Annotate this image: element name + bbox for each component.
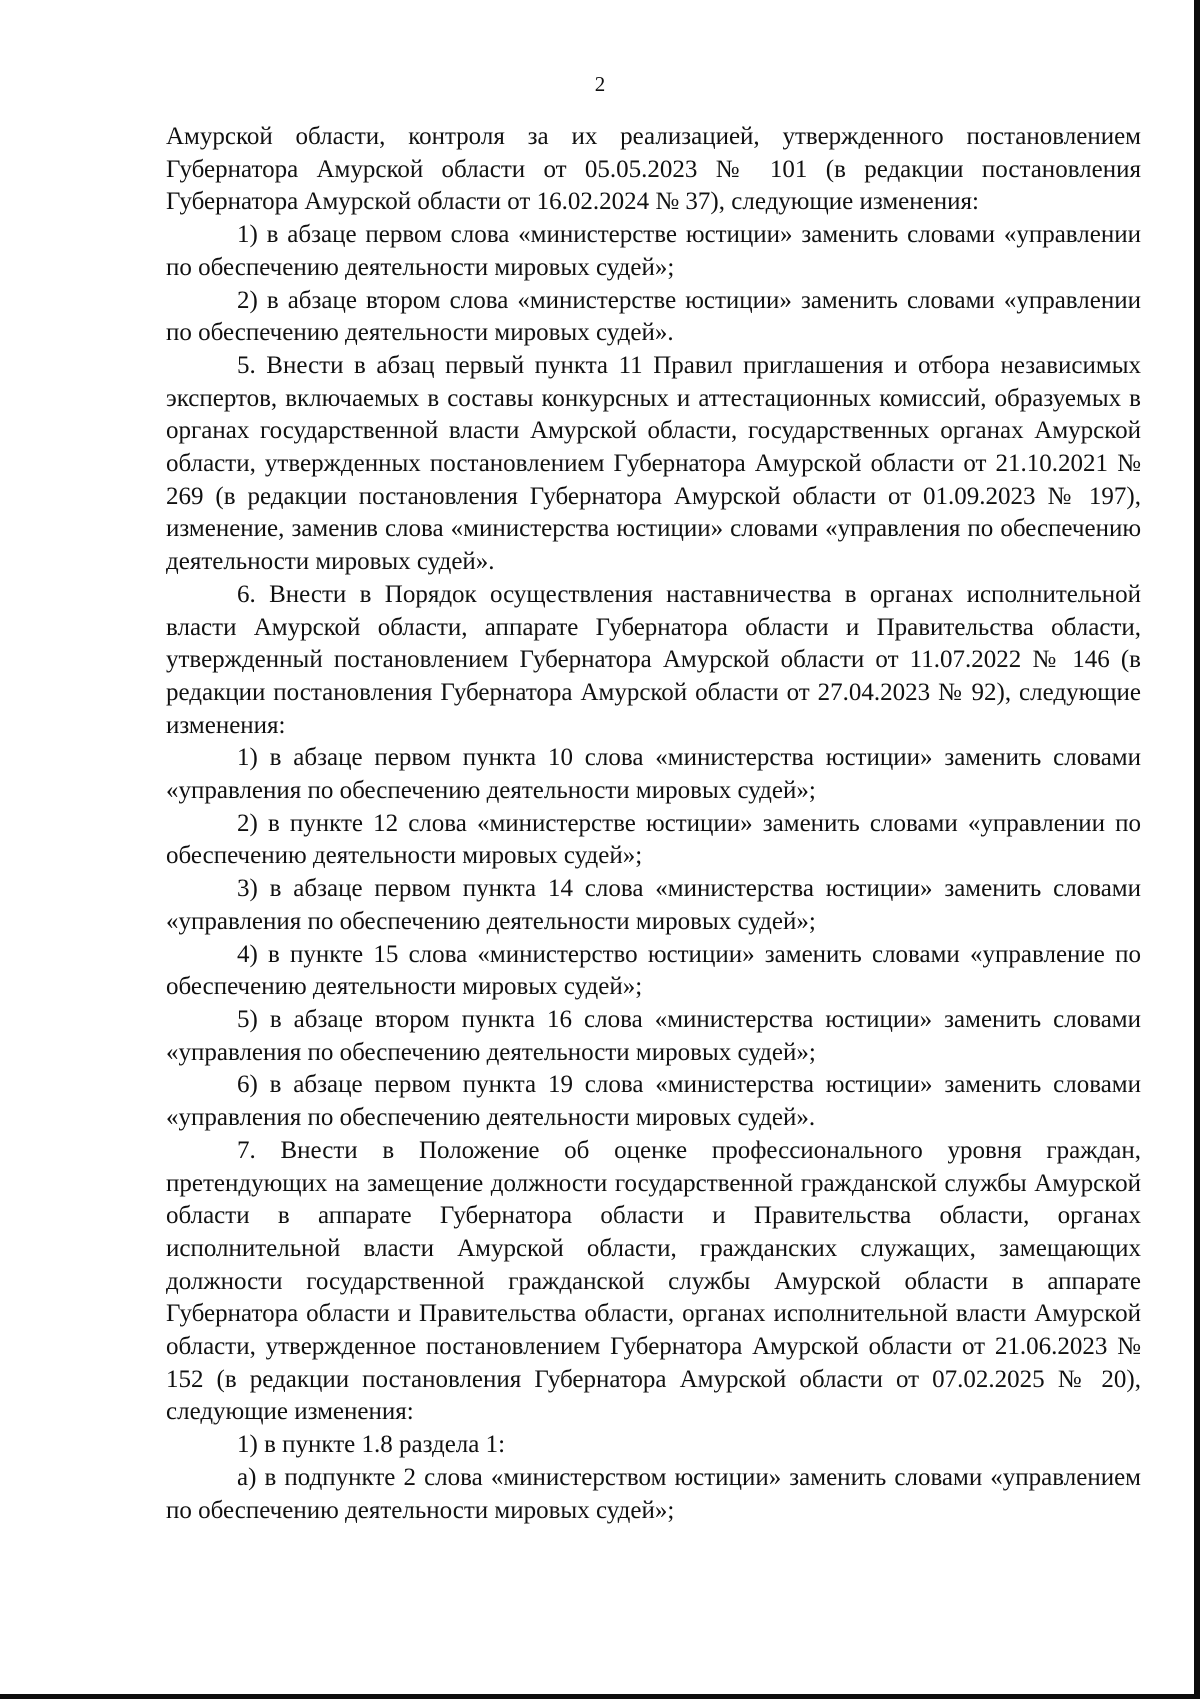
paragraph-section-6-item-1: 1) в абзаце первом пункта 10 слова «министерства юстиции» заменить словами «управления по обеспечению деятельности мировых судей»; bbox=[166, 744, 1141, 805]
paragraph-section-7: 7. Внести в Положение об оценке профессионального уровня граждан, претендующих на замещение должности государственной гражданской службы Амурской области в аппарате Губернатора области и Правительства области, органах исполнительной власти Амурской области, гражданских служащих, замещающих должности государственной гражданской службы Амурской области в аппарате Губернатора области и Правительства области, органах исполнительной власти Амурской области, утвержденное постановлением Губернатора Амурской области от 21.06.2023 № 152 (в редакции постановления Губернатора Амурской области от 07.02.2025 № 20), следующие изменения: bbox=[166, 1136, 1141, 1426]
paragraph-continuation: Амурской области, контроля за их реализацией, утвержденного постановлением Губернатора Амурской области от 05.05.2023 № 101 (в редакции постановления Губернатора Амурской области от 16.02.2024 № 37), следующие изменения: bbox=[166, 123, 1141, 216]
paragraph-section-6-item-6: 6) в абзаце первом пункта 19 слова «министерства юстиции» заменить словами «управления по обеспечению деятельности мировых судей». bbox=[166, 1071, 1141, 1132]
scan-edge-right bbox=[1194, 0, 1200, 1699]
page-number: 2 bbox=[594, 72, 606, 96]
paragraph-section-6-item-4: 4) в пункте 15 слова «министерство юстиции» заменить словами «управление по обеспечению деятельности мировых судей»; bbox=[166, 940, 1141, 1001]
paragraph-section-6-item-2: 2) в пункте 12 слова «министерстве юстиции» заменить словами «управлении по обеспечению деятельности мировых судей»; bbox=[166, 809, 1141, 870]
scan-edge-bottom bbox=[0, 1694, 1200, 1699]
paragraph-section-7-subitem-a: а) в подпункте 2 слова «министерством юстиции» заменить словами «управлением по обеспечению деятельности мировых судей»; bbox=[166, 1463, 1141, 1524]
paragraph-item-2: 2) в абзаце втором слова «министерстве юстиции» заменить словами «управлении по обеспечению деятельности мировых судей». bbox=[166, 286, 1141, 347]
paragraph-item-1: 1) в абзаце первом слова «министерстве юстиции» заменить словами «управлении по обеспечению деятельности мировых судей»; bbox=[166, 221, 1141, 281]
paragraph-section-6-item-5: 5) в абзаце втором пункта 16 слова «министерства юстиции» заменить словами «управления по обеспечению деятельности мировых судей»; bbox=[166, 1005, 1141, 1066]
paragraph-section-6: 6. Внести в Порядок осуществления наставничества в органах исполнительной власти Амурской области, аппарате Губернатора области и Правительства области, утвержденный постановлением Губернатора Амурской области от 11.07.2022 № 146 (в редакции постановления Губернатора Амурской области от 27.04.2023 № 92), следующие изменения: bbox=[166, 580, 1141, 739]
paragraph-section-7-item-1: 1) в пункте 1.8 раздела 1: bbox=[237, 1431, 506, 1459]
document-body bbox=[166, 121, 1141, 1527]
paragraph-section-6-item-3: 3) в абзаце первом пункта 14 слова «министерства юстиции» заменить словами «управления по обеспечению деятельности мировых судей»; bbox=[166, 875, 1141, 935]
paragraph-section-5: 5. Внести в абзац первый пункта 11 Правил приглашения и отбора независимых экспертов, включаемых в составы конкурсных и аттестационных комиссий, образуемых в органах государственной власти Амурской области, государственных органах Амурской области, утвержденных постановлением Губернатора Амурской области от 21.10.2021 № 269 (в редакции постановления Губернатора Амурской области от 01.09.2023 № 197), изменение, заменив слова «министерства юстиции» словами «управления по обеспечению деятельности мировых судей». bbox=[166, 351, 1141, 576]
